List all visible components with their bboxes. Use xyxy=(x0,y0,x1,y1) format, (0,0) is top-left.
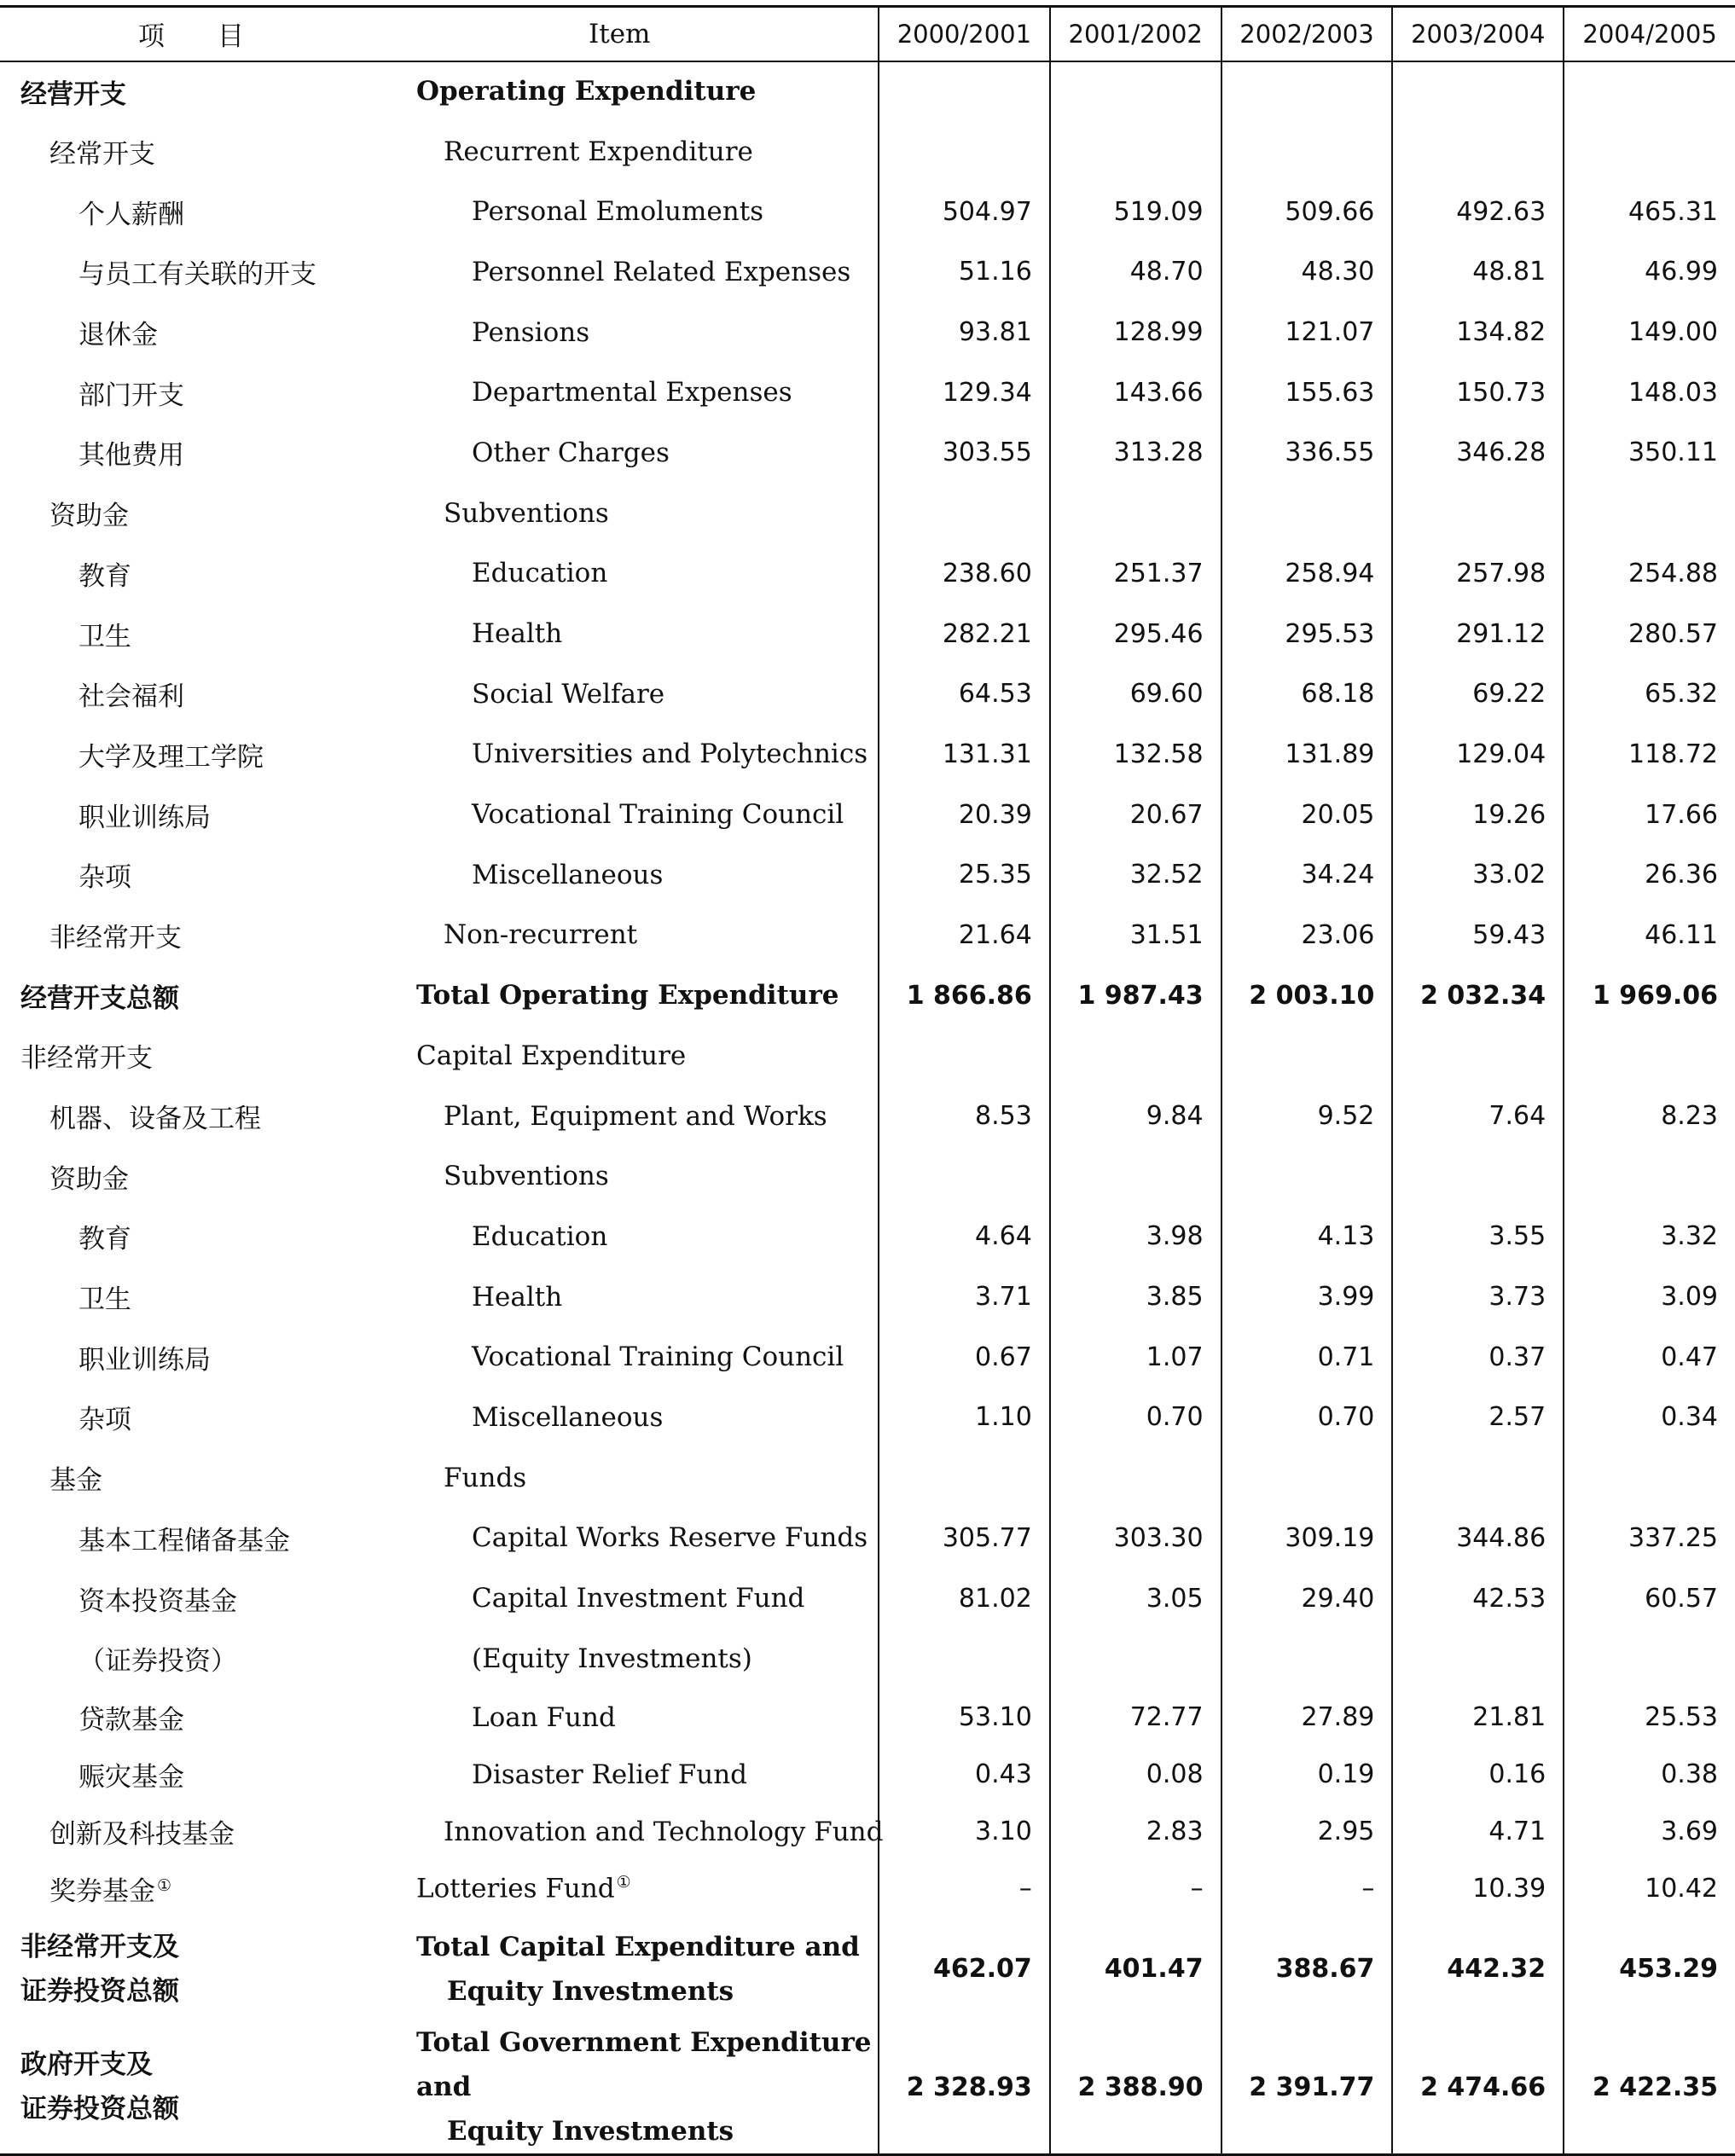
cell-value: 3.69 xyxy=(1564,1803,1735,1860)
cell-value: 0.67 xyxy=(879,1327,1050,1388)
cell-value: 20.39 xyxy=(879,785,1050,845)
cell-value xyxy=(879,61,1050,122)
table-row xyxy=(0,905,1735,965)
row-label-en: Education xyxy=(472,558,608,589)
table-row xyxy=(0,1803,1735,1860)
row-label-cn: 资助金 xyxy=(49,501,129,532)
cell-value xyxy=(1564,1026,1735,1087)
table-row xyxy=(0,182,1735,242)
cell-value: 31.51 xyxy=(1050,905,1221,965)
table-row xyxy=(0,1026,1735,1087)
cell-value xyxy=(879,1146,1050,1207)
cell-value xyxy=(1564,1628,1735,1689)
header-year: 2000/2001 xyxy=(879,7,1050,61)
cell-value: 401.47 xyxy=(1050,1917,1221,2020)
row-label-cn: 机器、设备及工程 xyxy=(49,1104,261,1135)
label-line: Total Government Expenditure and xyxy=(416,2027,872,2103)
row-label-cn: 杂项 xyxy=(78,862,131,894)
table-row xyxy=(0,1508,1735,1568)
cell-value: 0.34 xyxy=(1564,1388,1735,1448)
cell-value xyxy=(1050,61,1221,122)
table-row xyxy=(0,1146,1735,1207)
cell-value: 121.07 xyxy=(1221,302,1393,362)
cell-value: 442.32 xyxy=(1392,1917,1564,2020)
row-label-en: Subventions xyxy=(444,1161,609,1192)
cell-value xyxy=(1392,61,1564,122)
row-label-en: Personnel Related Expenses xyxy=(472,256,851,287)
row-label-cn: 贷款基金 xyxy=(78,1705,184,1736)
row-label-en: Vocational Training Council xyxy=(472,1342,844,1373)
cell-value: 134.82 xyxy=(1392,302,1564,362)
row-label-cn: 其他费用 xyxy=(78,440,184,472)
cell-value: 7.64 xyxy=(1392,1086,1564,1146)
row-label-en: Other Charges xyxy=(472,437,670,468)
header-year: 2002/2003 xyxy=(1221,7,1393,61)
row-label-en: Vocational Training Council xyxy=(472,799,844,831)
row-label-en xyxy=(392,1917,879,2020)
row-label-cn: 创新及科技基金 xyxy=(49,1819,235,1851)
cell-value: 4.71 xyxy=(1392,1803,1564,1860)
cell-value: 132.58 xyxy=(1050,724,1221,785)
cell-value: 65.32 xyxy=(1564,664,1735,724)
cell-value: 48.70 xyxy=(1050,242,1221,303)
cell-value xyxy=(1221,61,1393,122)
row-label-en: Recurrent Expenditure xyxy=(444,136,753,167)
label-line: Equity Investments xyxy=(447,2116,734,2147)
cell-value xyxy=(1050,483,1221,543)
cell-value xyxy=(1564,1447,1735,1508)
label-line: 非经常开支及 xyxy=(20,1931,179,1962)
table-row xyxy=(0,302,1735,362)
cell-value xyxy=(1050,1628,1221,1689)
cell-value: 2 422.35 xyxy=(1564,2020,1735,2155)
cell-value: 0.38 xyxy=(1564,1746,1735,1803)
table-row xyxy=(0,1447,1735,1508)
cell-value: 282.21 xyxy=(879,604,1050,664)
cell-value: 3.98 xyxy=(1050,1207,1221,1267)
cell-value xyxy=(1392,121,1564,182)
cell-value: 29.40 xyxy=(1221,1568,1393,1629)
cell-value: 46.11 xyxy=(1564,905,1735,965)
cell-value xyxy=(879,1447,1050,1508)
cell-value: 453.29 xyxy=(1564,1917,1735,2020)
cell-value: 8.53 xyxy=(879,1086,1050,1146)
row-label-en: Pensions xyxy=(472,316,590,348)
row-label-cn: 大学及理工学院 xyxy=(78,741,264,773)
cell-value xyxy=(1221,483,1393,543)
cell-value: 93.81 xyxy=(879,302,1050,362)
cell-value: 129.04 xyxy=(1392,724,1564,785)
table-row xyxy=(0,1746,1735,1803)
cell-value: 25.53 xyxy=(1564,1689,1735,1746)
cell-value: 504.97 xyxy=(879,182,1050,242)
cell-value: 337.25 xyxy=(1564,1508,1735,1568)
cell-value: 1 969.06 xyxy=(1564,965,1735,1026)
table-row xyxy=(0,1266,1735,1327)
label-line: 政府开支及 xyxy=(20,2049,153,2081)
cell-value: 0.47 xyxy=(1564,1327,1735,1388)
header-item-cn: 项 目 xyxy=(0,7,392,61)
cell-value xyxy=(1564,483,1735,543)
row-label-cn: 基金 xyxy=(49,1465,102,1497)
row-label-cn: 个人薪酬 xyxy=(78,199,184,230)
header-row xyxy=(0,7,1735,61)
cell-value xyxy=(1392,1447,1564,1508)
cell-value xyxy=(879,1628,1050,1689)
row-label-cn: 杂项 xyxy=(78,1405,131,1436)
cell-value: 42.53 xyxy=(1392,1568,1564,1629)
cell-value: 0.16 xyxy=(1392,1746,1564,1803)
row-label-en: Funds xyxy=(444,1462,527,1493)
table-row xyxy=(0,785,1735,845)
cell-value xyxy=(1221,1026,1393,1087)
row-label-en: Health xyxy=(472,618,563,650)
row-label-cn: 社会福利 xyxy=(78,681,184,713)
table-row-total xyxy=(0,2020,1735,2155)
row-label-cn: 教育 xyxy=(78,560,131,592)
row-label-cn: 退休金 xyxy=(78,320,158,351)
cell-value: 68.18 xyxy=(1221,664,1393,724)
row-label-en: Disaster Relief Fund xyxy=(472,1759,748,1790)
table-row xyxy=(0,844,1735,905)
cell-value: 2 003.10 xyxy=(1221,965,1393,1026)
cell-value: 336.55 xyxy=(1221,423,1393,484)
cell-value: 21.81 xyxy=(1392,1689,1564,1746)
cell-value: 143.66 xyxy=(1050,362,1221,423)
header-year: 2003/2004 xyxy=(1392,7,1564,61)
row-label-en: Capital Investment Fund xyxy=(472,1583,805,1614)
row-label-cn: 赈灾基金 xyxy=(78,1762,184,1794)
cell-value: 3.09 xyxy=(1564,1266,1735,1327)
cell-value: 20.05 xyxy=(1221,785,1393,845)
cell-value: 34.24 xyxy=(1221,844,1393,905)
cell-value: 10.39 xyxy=(1392,1860,1564,1917)
cell-value: 1 987.43 xyxy=(1050,965,1221,1026)
cell-value xyxy=(1221,121,1393,182)
cell-value: 20.67 xyxy=(1050,785,1221,845)
row-label-en: Departmental Expenses xyxy=(472,377,792,409)
cell-value: 0.37 xyxy=(1392,1327,1564,1388)
row-label-cn: 经营开支总额 xyxy=(20,982,179,1014)
row-label-cn: （证券投资） xyxy=(78,1646,237,1678)
cell-value: 131.31 xyxy=(879,724,1050,785)
cell-value: 2 474.66 xyxy=(1392,2020,1564,2155)
cell-value: 131.89 xyxy=(1221,724,1393,785)
label-line: Total Capital Expenditure and xyxy=(416,1931,860,1962)
row-label-cn xyxy=(0,2020,392,2155)
table-row xyxy=(0,543,1735,604)
row-label-en: Universities and Polytechnics xyxy=(472,739,868,770)
label-line: Equity Investments xyxy=(447,1975,734,2007)
cell-value: 462.07 xyxy=(879,1917,1050,2020)
cell-value: 280.57 xyxy=(1564,604,1735,664)
row-label-cn: 资助金 xyxy=(49,1163,129,1195)
cell-value: 3.10 xyxy=(879,1803,1050,1860)
row-label-en: Miscellaneous xyxy=(472,859,664,890)
cell-value xyxy=(1392,1628,1564,1689)
table-row-total xyxy=(0,965,1735,1026)
cell-value: 1.07 xyxy=(1050,1327,1221,1388)
cell-value: 9.84 xyxy=(1050,1086,1221,1146)
cell-value: 81.02 xyxy=(879,1568,1050,1629)
cell-value: 19.26 xyxy=(1392,785,1564,845)
expenditure-table xyxy=(0,5,1735,2156)
cell-value: 21.64 xyxy=(879,905,1050,965)
row-label-en: Plant, Equipment and Works xyxy=(444,1100,827,1132)
cell-value xyxy=(879,121,1050,182)
cell-value: 0.70 xyxy=(1050,1388,1221,1448)
cell-value: 254.88 xyxy=(1564,543,1735,604)
cell-value xyxy=(1564,121,1735,182)
cell-value: 48.81 xyxy=(1392,242,1564,303)
table-row-total xyxy=(0,1917,1735,2020)
row-label-en: Personal Emoluments xyxy=(472,196,764,228)
row-label-cn: 非经常开支 xyxy=(49,922,182,953)
row-label-en: Non-recurrent xyxy=(444,919,638,951)
row-label-en: (Equity Investments) xyxy=(472,1643,752,1674)
row-label-en: Total Operating Expenditure xyxy=(416,980,839,1011)
cell-value: 3.71 xyxy=(879,1266,1050,1327)
row-label-cn: 职业训练局 xyxy=(78,1344,211,1376)
cell-value: 9.52 xyxy=(1221,1086,1393,1146)
cell-value: 2 032.34 xyxy=(1392,965,1564,1026)
table-row xyxy=(0,1568,1735,1629)
table-row xyxy=(0,664,1735,724)
row-label-cn: 职业训练局 xyxy=(78,802,211,833)
row-label-cn: 非经常开支 xyxy=(20,1043,153,1075)
cell-value: 291.12 xyxy=(1392,604,1564,664)
cell-value: 3.05 xyxy=(1050,1568,1221,1629)
cell-value: 150.73 xyxy=(1392,362,1564,423)
cell-value: 492.63 xyxy=(1392,182,1564,242)
cell-value: 0.71 xyxy=(1221,1327,1393,1388)
cell-value: 64.53 xyxy=(879,664,1050,724)
row-label-en: Operating Expenditure xyxy=(416,76,757,107)
footnote-marker: ① xyxy=(157,1875,172,1895)
row-label-cn: 资本投资基金 xyxy=(78,1585,237,1617)
cell-value: 305.77 xyxy=(879,1508,1050,1568)
cell-value: – xyxy=(879,1860,1050,1917)
cell-value: 17.66 xyxy=(1564,785,1735,845)
cell-value xyxy=(1050,121,1221,182)
cell-value: 8.23 xyxy=(1564,1086,1735,1146)
cell-value: 2.83 xyxy=(1050,1803,1221,1860)
cell-value: 4.13 xyxy=(1221,1207,1393,1267)
cell-value: 129.34 xyxy=(879,362,1050,423)
cell-value: 388.67 xyxy=(1221,1917,1393,2020)
row-label-en: Loan Fund xyxy=(472,1701,616,1733)
cell-value: 303.55 xyxy=(879,423,1050,484)
table-row xyxy=(0,1689,1735,1746)
row-label-cn: 经常开支 xyxy=(49,139,155,171)
row-label-cn: 部门开支 xyxy=(78,380,184,411)
lotteries-fund-cn: 奖券基金 xyxy=(49,1876,155,1908)
cell-value: 465.31 xyxy=(1564,182,1735,242)
table-row xyxy=(0,604,1735,664)
row-label-en: Education xyxy=(472,1220,608,1252)
table-row xyxy=(0,483,1735,543)
row-label-cn: 卫生 xyxy=(78,1284,131,1316)
table-row xyxy=(0,1327,1735,1388)
cell-value: – xyxy=(1050,1860,1221,1917)
cell-value: 238.60 xyxy=(879,543,1050,604)
cell-value: 53.10 xyxy=(879,1689,1050,1746)
cell-value xyxy=(879,483,1050,543)
cell-value: 303.30 xyxy=(1050,1508,1221,1568)
cell-value: 295.53 xyxy=(1221,604,1393,664)
cell-value xyxy=(1564,1146,1735,1207)
row-label-en: Capital Works Reserve Funds xyxy=(472,1522,868,1554)
row-label-cn xyxy=(0,1860,392,1917)
cell-value: 69.60 xyxy=(1050,664,1221,724)
table-row xyxy=(0,423,1735,484)
cell-value: 2 328.93 xyxy=(879,2020,1050,2155)
row-label-cn: 基本工程储备基金 xyxy=(78,1525,290,1556)
cell-value: 3.73 xyxy=(1392,1266,1564,1327)
row-label-cn xyxy=(0,1917,392,2020)
cell-value: 10.42 xyxy=(1564,1860,1735,1917)
table-row xyxy=(0,1860,1735,1917)
cell-value: 2 388.90 xyxy=(1050,2020,1221,2155)
cell-value: 258.94 xyxy=(1221,543,1393,604)
cell-value: 0.70 xyxy=(1221,1388,1393,1448)
cell-value: 118.72 xyxy=(1564,724,1735,785)
table-row xyxy=(0,1388,1735,1448)
cell-value: 257.98 xyxy=(1392,543,1564,604)
table-row xyxy=(0,242,1735,303)
cell-value: 4.64 xyxy=(879,1207,1050,1267)
table-row xyxy=(0,1086,1735,1146)
row-label-en: Innovation and Technology Fund xyxy=(444,1816,884,1847)
row-label-en: Subventions xyxy=(444,497,609,529)
table-row xyxy=(0,724,1735,785)
cell-value: 350.11 xyxy=(1564,423,1735,484)
cell-value: 2.57 xyxy=(1392,1388,1564,1448)
row-label-cn: 与员工有关联的开支 xyxy=(78,259,316,291)
cell-value: 32.52 xyxy=(1050,844,1221,905)
cell-value: 2 391.77 xyxy=(1221,2020,1393,2155)
cell-value: 1.10 xyxy=(879,1388,1050,1448)
row-label-cn: 经营开支 xyxy=(20,78,126,110)
cell-value: 27.89 xyxy=(1221,1689,1393,1746)
table-row xyxy=(0,1207,1735,1267)
cell-value: 51.16 xyxy=(879,242,1050,303)
lotteries-fund-en: Lotteries Fund xyxy=(416,1873,615,1904)
cell-value: 295.46 xyxy=(1050,604,1221,664)
cell-value: 309.19 xyxy=(1221,1508,1393,1568)
cell-value xyxy=(1221,1447,1393,1508)
row-label-en xyxy=(392,1860,879,1917)
cell-value: 346.28 xyxy=(1392,423,1564,484)
cell-value: 33.02 xyxy=(1392,844,1564,905)
cell-value: 509.66 xyxy=(1221,182,1393,242)
cell-value: 519.09 xyxy=(1050,182,1221,242)
label-line: 证券投资总额 xyxy=(20,1975,179,2007)
cell-value: 3.55 xyxy=(1392,1207,1564,1267)
cell-value: 0.08 xyxy=(1050,1746,1221,1803)
cell-value: 3.99 xyxy=(1221,1266,1393,1327)
table-row xyxy=(0,362,1735,423)
row-label-en: Capital Expenditure xyxy=(416,1040,687,1071)
row-label-en: Social Welfare xyxy=(472,678,665,710)
row-label-cn: 教育 xyxy=(78,1224,131,1255)
cell-value xyxy=(1221,1146,1393,1207)
cell-value: 1 866.86 xyxy=(879,965,1050,1026)
cell-value: – xyxy=(1221,1860,1393,1917)
cell-value xyxy=(1050,1447,1221,1508)
cell-value: 25.35 xyxy=(879,844,1050,905)
cell-value: 148.03 xyxy=(1564,362,1735,423)
cell-value: 26.36 xyxy=(1564,844,1735,905)
cell-value: 59.43 xyxy=(1392,905,1564,965)
cell-value: 60.57 xyxy=(1564,1568,1735,1629)
header-year: 2001/2002 xyxy=(1050,7,1221,61)
table-row xyxy=(0,61,1735,122)
cell-value: 0.19 xyxy=(1221,1746,1393,1803)
cell-value: 149.00 xyxy=(1564,302,1735,362)
cell-value: 48.30 xyxy=(1221,242,1393,303)
cell-value: 128.99 xyxy=(1050,302,1221,362)
row-label-en: Miscellaneous xyxy=(472,1401,664,1433)
cell-value: 69.22 xyxy=(1392,664,1564,724)
cell-value xyxy=(879,1026,1050,1087)
cell-value: 2.95 xyxy=(1221,1803,1393,1860)
cell-value xyxy=(1050,1146,1221,1207)
cell-value xyxy=(1050,1026,1221,1087)
row-label-en xyxy=(392,2020,879,2155)
cell-value xyxy=(1392,483,1564,543)
cell-value xyxy=(1392,1026,1564,1087)
header-year: 2004/2005 xyxy=(1564,7,1735,61)
cell-value: 313.28 xyxy=(1050,423,1221,484)
cell-value xyxy=(1221,1628,1393,1689)
cell-value xyxy=(1392,1146,1564,1207)
cell-value: 72.77 xyxy=(1050,1689,1221,1746)
cell-value: 23.06 xyxy=(1221,905,1393,965)
header-item-en: Item xyxy=(392,7,879,61)
table-row xyxy=(0,121,1735,182)
cell-value: 46.99 xyxy=(1564,242,1735,303)
label-line: 证券投资总额 xyxy=(20,2094,179,2125)
cell-value: 0.43 xyxy=(879,1746,1050,1803)
table-row xyxy=(0,1628,1735,1689)
cell-value xyxy=(1564,61,1735,122)
cell-value: 155.63 xyxy=(1221,362,1393,423)
row-label-en: Health xyxy=(472,1281,563,1313)
cell-value: 344.86 xyxy=(1392,1508,1564,1568)
row-label-cn: 卫生 xyxy=(78,621,131,652)
footnote-marker: ① xyxy=(616,1873,631,1892)
cell-value: 3.85 xyxy=(1050,1266,1221,1327)
cell-value: 3.32 xyxy=(1564,1207,1735,1267)
cell-value: 251.37 xyxy=(1050,543,1221,604)
